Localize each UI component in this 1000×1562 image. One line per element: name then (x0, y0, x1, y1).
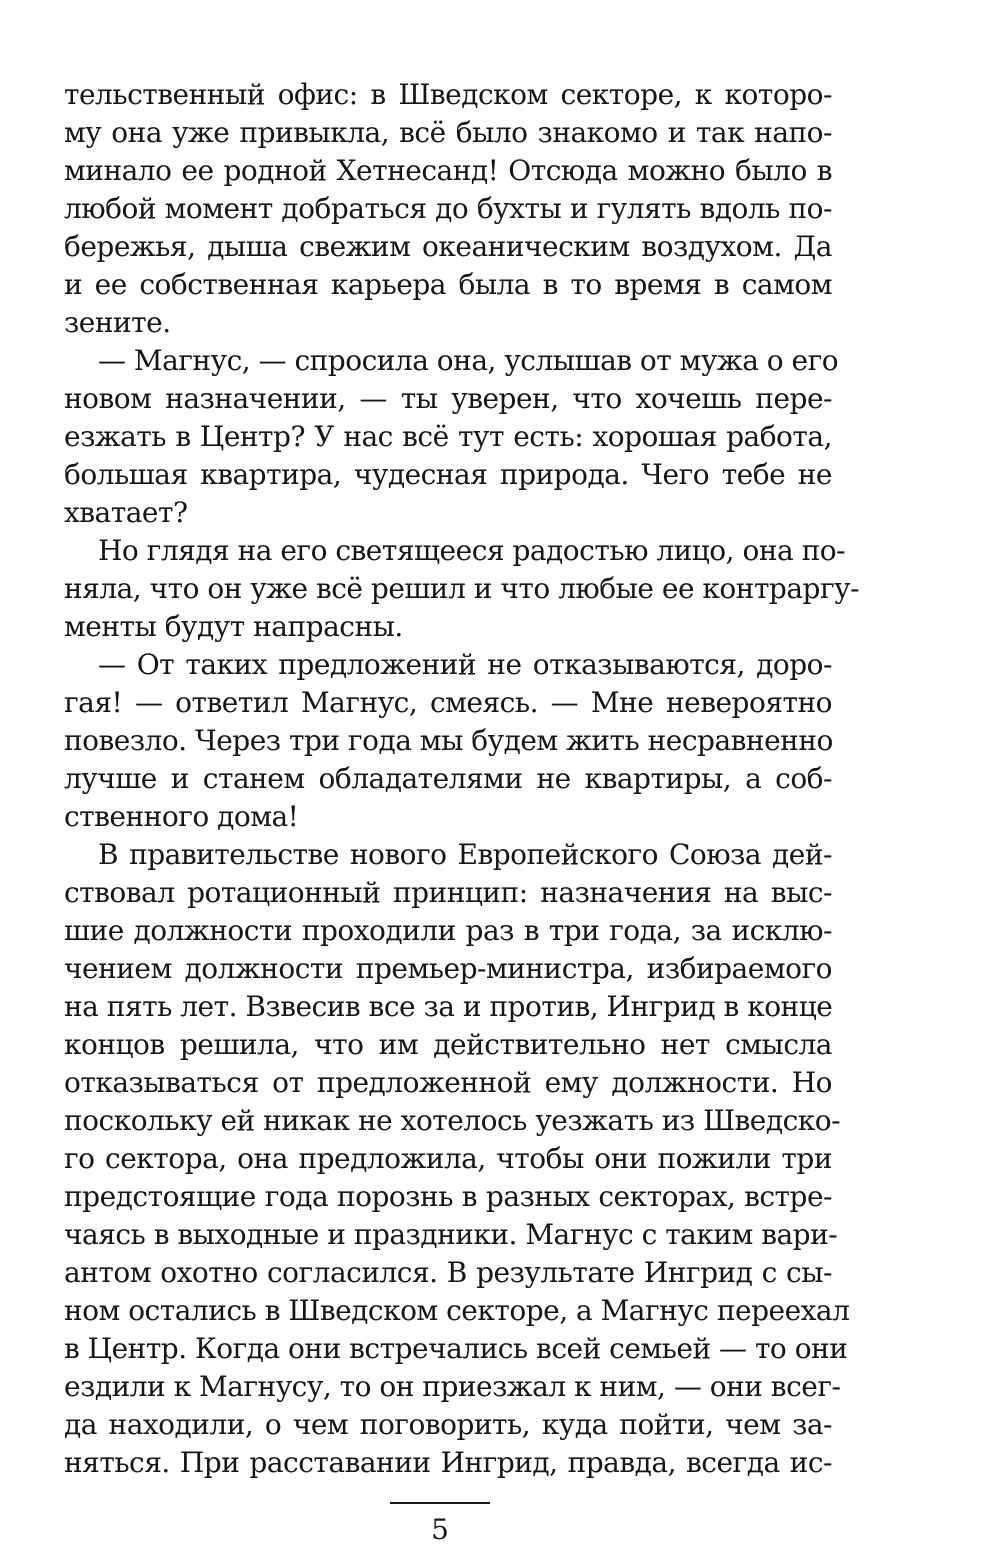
text-line: минало ее родной Хетнесанд! Отсюда можно было в (64, 154, 832, 187)
text-line: гая! — ответил Магнус, смеясь. — Мне невероятно (64, 686, 832, 719)
text-line: поскольку ей никак не хотелось уезжать из Шведско- (64, 1104, 841, 1137)
text-line: В правительстве нового Европейского Союза дей- (98, 838, 832, 871)
text-line: ном остались в Шведском секторе, а Магнус переехал (64, 1294, 850, 1327)
text-line: предстоящие года порознь в разных секторах, встре- (64, 1180, 832, 1213)
text-line: новом назначении, — ты уверен, что хочешь пере- (64, 382, 832, 415)
text-line: повезло. Через три года мы будем жить несравненно (64, 724, 833, 757)
text-line: шие должности проходили раз в три года, за исклю- (64, 914, 832, 947)
text-line: тельственный офис: в Шведском секторе, к которо- (64, 78, 832, 111)
paragraph (64, 646, 832, 836)
paragraph (64, 342, 839, 532)
text-line: бережья, дыша свежим океаническим воздухом. Да (64, 230, 832, 263)
text-line: в Центр. Когда они встречались всей семьей — то они (64, 1332, 848, 1365)
text-line: любой момент добраться до бухты и гулять вдоль по- (64, 192, 832, 225)
text-line: хватает? (64, 496, 188, 529)
text-line: няла, что он уже всё решил и что любые ее контраргу- (64, 572, 860, 605)
text-line: зените. (64, 306, 171, 339)
text-line: антом охотно согласился. В результате Ингрид с сы- (64, 1256, 832, 1289)
text-line: ствовал ротационный принцип: назначения на выс- (64, 876, 832, 909)
paragraph (64, 532, 860, 646)
paragraph (64, 76, 832, 342)
text-line: Но глядя на его светящееся радостью лицо, она по- (98, 534, 846, 567)
text-line: лучше и станем обладателями не квартиры, а соб- (64, 762, 832, 795)
text-line: няться. При расставании Ингрид, правда, всегда ис- (64, 1446, 832, 1479)
text-line: и ее собственная карьера была в то время в самом (64, 268, 832, 301)
text-line: чением должности премьер-министра, избираемого (64, 952, 832, 985)
text-line: ездили к Магнусу, то он приезжал к ним, — они всег- (64, 1370, 841, 1403)
text-line: — Магнус, — спросила она, услышав от мужа о его (98, 344, 839, 377)
body-text (64, 76, 860, 1482)
text-line: на пять лет. Взвесив все за и против, Ингрид в конце (64, 990, 833, 1023)
text-line: езжать в Центр? У нас всё тут есть: хорошая работа, (64, 420, 832, 453)
text-line: концов решила, что им действительно нет смысла (64, 1028, 832, 1061)
text-line: — От таких предложений не отказываются, доро- (98, 648, 832, 681)
text-line: му она уже привыкла, всё было знакомо и так напо- (64, 116, 832, 149)
text-line: большая квартира, чудесная природа. Чего тебе не (64, 458, 832, 491)
text-line: ственного дома! (64, 800, 299, 833)
text-line: да находили, о чем поговорить, куда пойти, чем за- (64, 1408, 832, 1441)
text-line: менты будут напрасны. (64, 610, 403, 643)
text-line: го сектора, она предложила, чтобы они пожили три (64, 1142, 832, 1175)
paragraph (64, 836, 850, 1482)
page-number: 5 (431, 1513, 449, 1546)
footer-rule (390, 1502, 490, 1504)
text-line: чаясь в выходные и праздники. Магнус с таким вари- (64, 1218, 838, 1251)
text-line: отказываться от предложенной ему должности. Но (64, 1066, 832, 1099)
